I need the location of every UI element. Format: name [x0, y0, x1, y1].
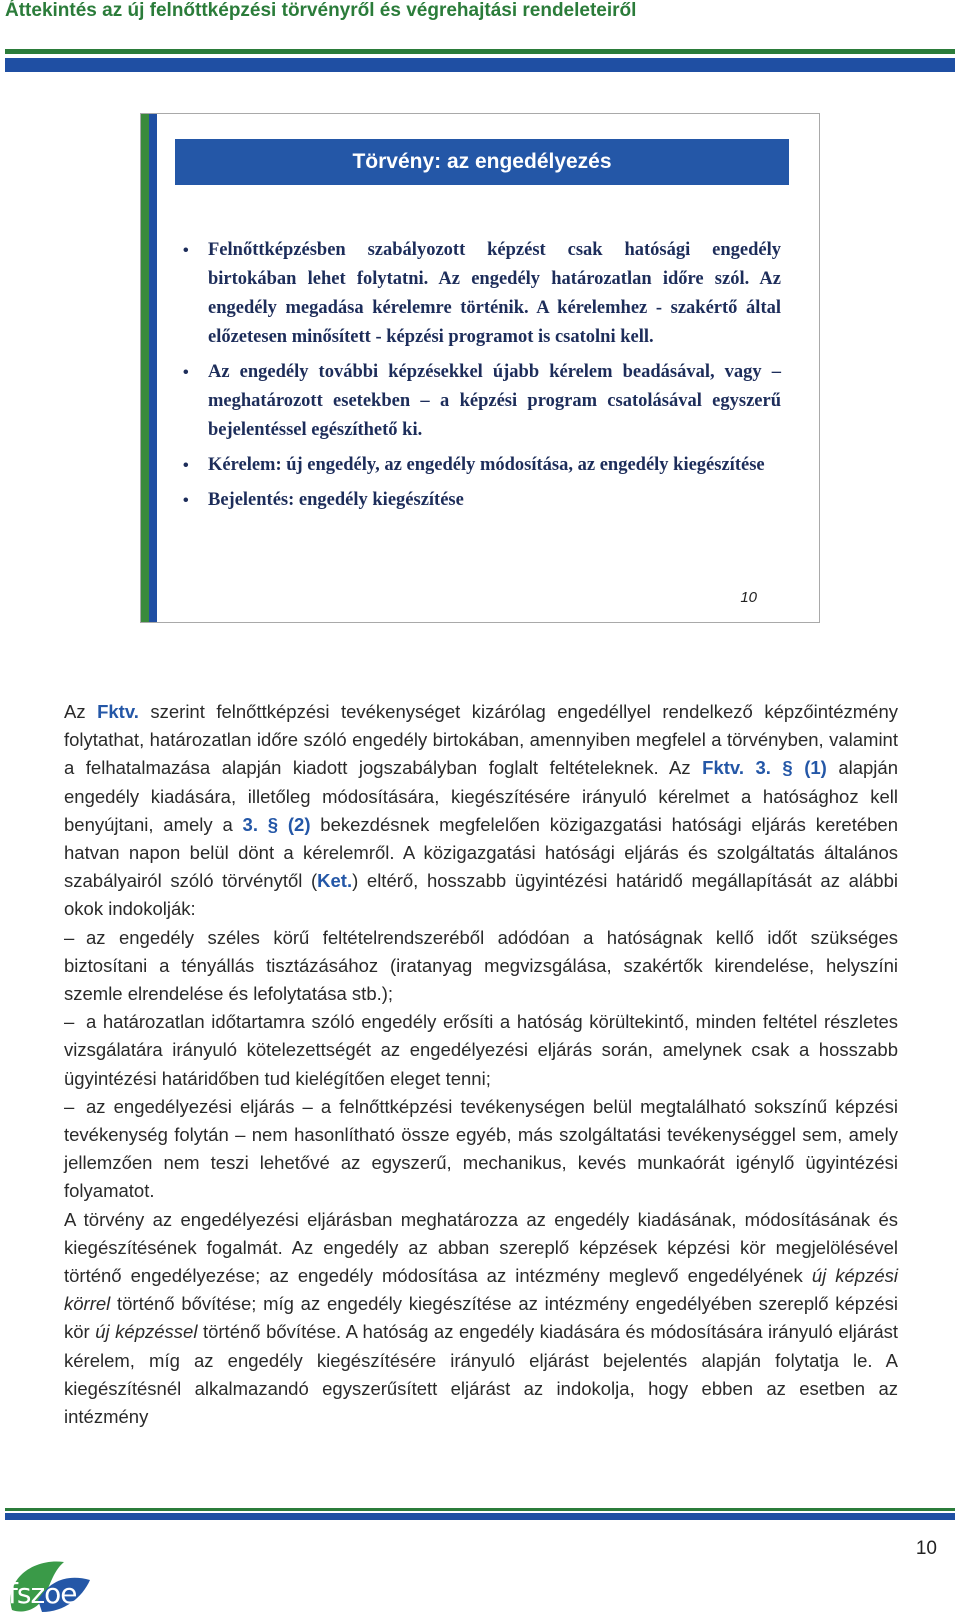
law-reference: Fktv. 3. § (1) [702, 757, 827, 779]
header-rule-blue [5, 58, 955, 72]
slide-bullet: • Bejelentés: engedély kiegészítése [181, 486, 781, 515]
bullet-dot-icon: • [183, 492, 189, 509]
bullet-dot-icon: • [183, 457, 189, 474]
law-reference: Fktv. [97, 701, 139, 722]
logo-text: fszoe [8, 1577, 77, 1610]
bullet-dot-icon: • [183, 364, 189, 381]
page-number: 10 [915, 1538, 937, 1559]
header-rule-green [5, 49, 955, 54]
slide-number: 10 [740, 589, 757, 606]
slide-bullet: • Az engedély további képzésekkel újabb kérelem beadásával, vagy – meghatározott esetekben – a képzési program csatolásával egyszerű bejelentéssel egészíthető ki. [181, 358, 781, 445]
list-item: – a határozatlan időtartamra szóló engedély erősíti a hatóság körültekintő, minden feltétel részletes vizsgálatára irányuló kötelezettségét az engedélyezési eljárás során, amelynek csak a hosszabb ügyintézési határidőben tud kielégítően eleget tenni; [64, 1011, 898, 1089]
slide-bullet-list [181, 236, 781, 521]
document-header-title: Áttekintés az új felnőttképzési törvényről és végrehajtási rendeleteiről [5, 0, 637, 21]
list-item: – az engedély széles körű feltételrendszeréből adódóan a hatóságnak kellő időt szükséges biztosítani a tényállás tisztázásához (iratanyag megvizsgálása, szakértők kirendelése, helyszíni szemle elrendelése és lefolytatása stb.); [64, 926, 898, 1005]
footer-rule-green [5, 1508, 955, 1511]
paragraph-2: A törvény az engedélyezési eljárásban meghatározza az engedély kiadásának, módosításának és kiegészítésének fogalmát. Az engedély az abban szereplő képzések képzési kör megjelölésével történő engedélyezése; az engedély módosítása az intézmény meglevő engedélyének új képzési körrel történő bővítése; míg az engedély kiegészítése az intézmény engedélyében szereplő képzési kör új képzéssel történő bővítése. A hatóság az engedély kiadására és módosítására irányuló eljárást kérelem, míg az engedély kiegészítésére irányuló eljárást bejelentés alapján folytatja le. A kiegészítésnél alkalmazandó egyszerűsített eljárást az indokolja, hogy ebben az esetben az intézmény [64, 1208, 898, 1428]
slide-left-bar-green [141, 114, 149, 622]
body-text [64, 698, 898, 1431]
slide-bullet: • Kérelem: új engedély, az engedély módosítása, az engedély kiegészítése [181, 451, 781, 480]
footer-rule-blue [5, 1513, 955, 1520]
bullet-dot-icon: • [183, 242, 189, 259]
law-reference: 3. § (2) [242, 813, 311, 835]
embedded-slide [140, 113, 820, 623]
slide-left-bar-blue [149, 114, 157, 622]
list-item: – az engedélyezési eljárás – a felnőttképzési tevékenységen belül megtalálható sokszínű képzési tevékenység folytán – nem hasonlítható össze egyéb, más szolgáltatási tevékenységgel sem, amely jellemzően nem teszi lehetővé az egyszerű, mechanikus, kevés munkaórát igénylő ügyintézési folyamatot. [64, 1095, 898, 1202]
slide-title: Törvény: az engedélyezés [175, 139, 789, 185]
slide-bullet: • Felnőttképzésben szabályozott képzést csak hatósági engedély birtokában lehet folytatni. Az engedély határozatlan időre szól. Az engedély megadása kérelemre történik. A kérelemhez - szakértő által előzetesen minősített - képzési programot is csatolni kell. [181, 236, 781, 352]
paragraph-1: Az Fktv. szerint felnőttképzési tevékenységet kizárólag engedéllyel rendelkező képzőintézmény folytathat, határozatlan időre szóló engedély birtokában, amennyiben megfelel a törvényben, valamint a felhatalmazása alapján kiadott jogszabályban foglalt feltételeknek. Az Fktv. 3. § (1) alapján engedély kiadására, illetőleg módosítására, kiegészítésére irányuló kérelmet a hatósághoz kell benyújtani, amely a 3. § (2) bekezdésnek megfelelően közigazgatási hatósági eljárás keretében hatvan napon belül dönt a kérelemről. A közigazgatási hatósági eljárás és szolgáltatás általános szabályairól szóló törvénytől (Ket.) eltérő, hosszabb ügyintézési határidő megállapítását az alábbi okok indokolják: [64, 701, 898, 920]
law-reference: Ket. [317, 870, 353, 892]
